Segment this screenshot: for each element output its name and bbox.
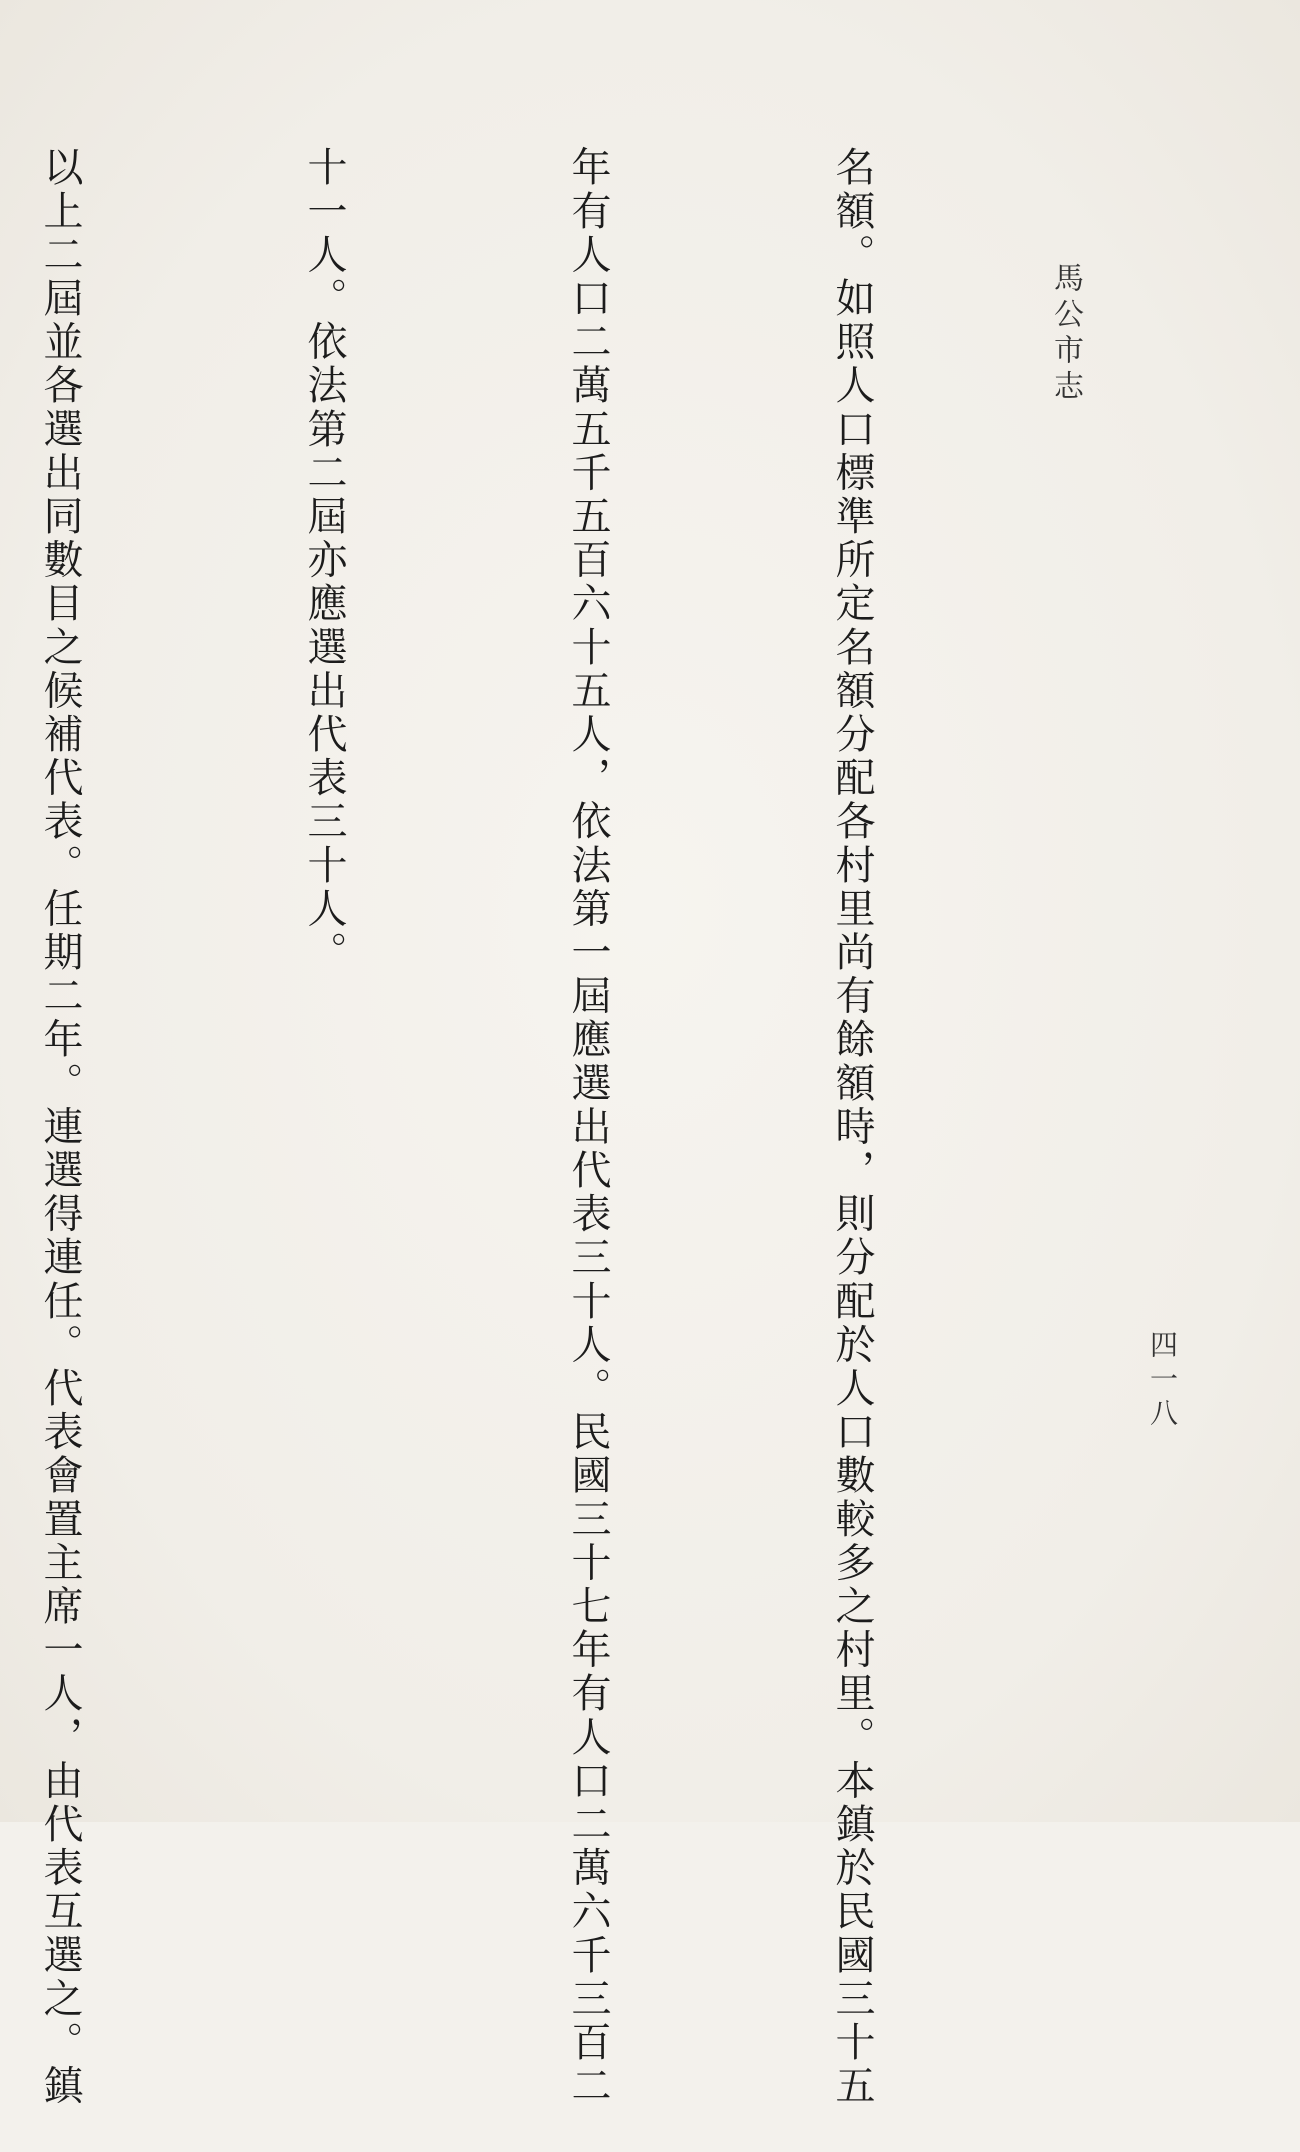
page-number: 四一八 [1146, 1330, 1179, 1432]
text-line: 年有人口二萬五千五百六十五人，依法第一屆應選出代表三十人。民國三十七年有人口二萬六千三百二 [565, 146, 611, 2108]
text-line: 十一人。依法第二屆亦應選出代表三十人。 [301, 146, 347, 975]
text-line: 名額。如照人口標準所定名額分配各村里尚有餘額時，則分配於人口數較多之村里。本鎮於民國三十五 [829, 146, 875, 2108]
running-header: 馬公市志 [1048, 262, 1083, 406]
text-line: 以上二屆並各選出同數目之候補代表。任期二年。連選得連任。代表會置主席一人，由代表互選之。鎮 [37, 146, 83, 2108]
body-text [0, 146, 1072, 2108]
